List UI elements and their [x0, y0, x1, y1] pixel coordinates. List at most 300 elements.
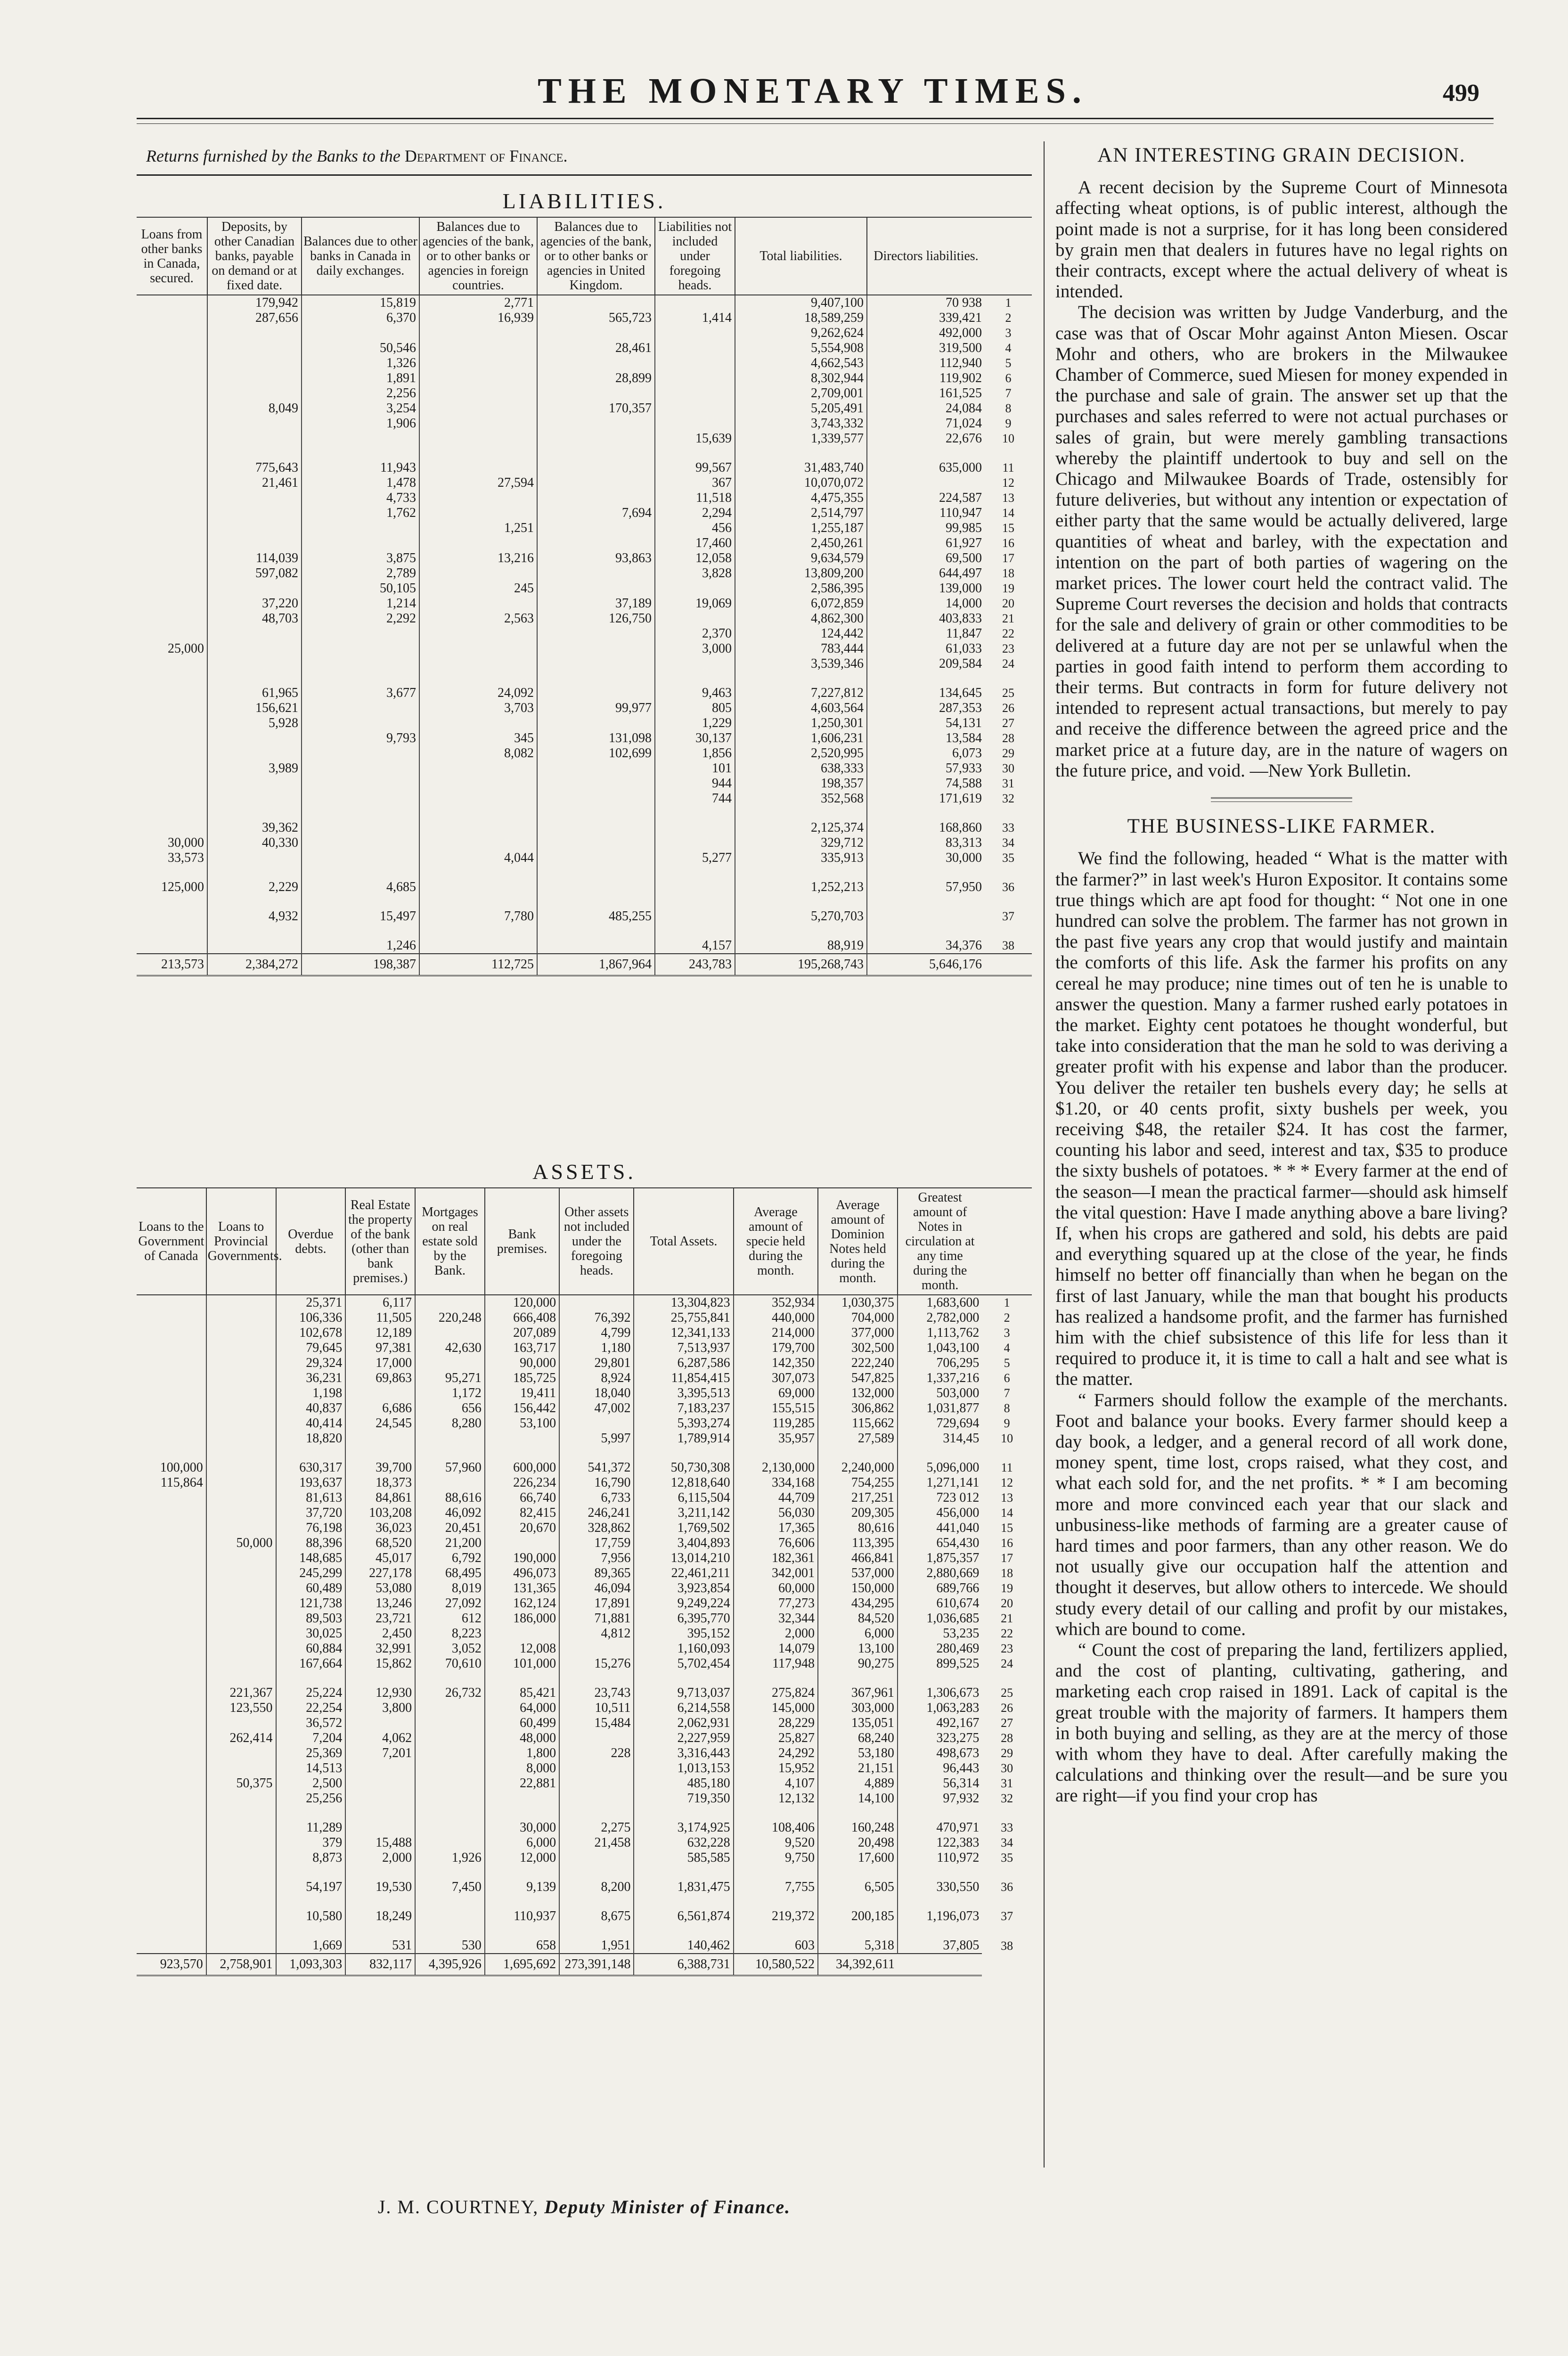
table-cell: 156,621 [207, 701, 302, 716]
table-cell: 1,036,685 [898, 1611, 982, 1626]
total-cell: 2,758,901 [206, 1954, 276, 1976]
table-cell: 329,712 [735, 835, 867, 851]
table-cell [537, 356, 655, 371]
table-cell [207, 536, 302, 551]
table-cell: 101 [655, 761, 735, 776]
row-number: 5 [1005, 356, 1012, 370]
table-cell: 9,634,579 [735, 551, 867, 566]
table-cell [137, 506, 207, 521]
table-cell [537, 671, 655, 701]
table-cell: 101,000 [485, 1656, 559, 1671]
table-cell: 706,295 [898, 1356, 982, 1371]
table-cell: 1,255,187 [735, 521, 867, 536]
table-cell: 36,572 [276, 1716, 346, 1731]
signature-name: J. M. COURTNEY, [377, 2196, 539, 2217]
liabilities-col-header: Balances due to agencies of the bank, or to other banks or agencies in United Kingdom. [537, 217, 655, 295]
table-row [137, 641, 1032, 656]
table-cell [415, 1475, 485, 1490]
table-cell: 1,762 [302, 506, 419, 521]
total-cell: 213,573 [137, 954, 207, 976]
table-cell: 68,520 [345, 1536, 415, 1551]
table-cell [415, 1325, 485, 1341]
table-cell: 28,899 [537, 371, 655, 386]
row-number: 21 [1002, 612, 1014, 625]
table-cell: 530 [415, 1924, 485, 1954]
table-cell [137, 1341, 206, 1356]
table-cell [485, 1626, 559, 1641]
table-row [137, 551, 1032, 566]
table-cell: 744 [655, 791, 735, 806]
table-cell [206, 1551, 276, 1566]
table-cell [137, 1671, 206, 1701]
table-row [137, 866, 1032, 895]
table-cell [302, 835, 419, 851]
table-row [137, 924, 1032, 954]
table-cell: 3,404,893 [634, 1536, 733, 1551]
table-cell [537, 656, 655, 671]
table-row [137, 1865, 1032, 1895]
table-cell: 61,927 [867, 536, 985, 551]
table-cell [206, 1431, 276, 1446]
table-cell [137, 626, 207, 641]
table-cell [345, 1716, 415, 1731]
table-cell: 13,246 [345, 1596, 415, 1611]
row-number: 27 [1001, 1716, 1013, 1730]
table-cell: 2,514,797 [735, 506, 867, 521]
table-cell [559, 1776, 634, 1791]
table-cell: 124,442 [735, 626, 867, 641]
row-number: 36 [1001, 1880, 1013, 1894]
table-cell [867, 475, 985, 491]
table-cell: 170,357 [537, 401, 655, 416]
table-cell: 302,500 [818, 1341, 898, 1356]
table-row [137, 1656, 1032, 1671]
signature-title: Deputy Minister of Finance. [544, 2196, 791, 2217]
table-cell [137, 1716, 206, 1731]
table-cell: 114,039 [207, 551, 302, 566]
table-cell: 14,079 [734, 1641, 818, 1656]
table-cell [206, 1475, 276, 1490]
table-cell: 220,248 [415, 1310, 485, 1325]
table-cell: 106,336 [276, 1310, 346, 1325]
table-cell [137, 1850, 206, 1865]
table-row [137, 1356, 1032, 1371]
table-cell: 1,951 [559, 1924, 634, 1954]
table-row [137, 895, 1032, 924]
table-cell: 76,198 [276, 1521, 346, 1536]
table-row [137, 596, 1032, 611]
table-cell: 1,606,231 [735, 731, 867, 746]
table-cell [302, 521, 419, 536]
table-cell: 6,686 [345, 1401, 415, 1416]
table-cell: 658 [485, 1924, 559, 1954]
table-cell [206, 1611, 276, 1626]
row-number: 18 [1002, 566, 1014, 580]
row-number [985, 954, 1032, 976]
assets-col-header: Greatest amount of Notes in circulation at any time during the month. [898, 1188, 982, 1295]
table-cell: 8,000 [485, 1761, 559, 1776]
table-cell [419, 596, 537, 611]
table-cell: 1,789,914 [634, 1431, 733, 1446]
table-cell: 198,357 [735, 776, 867, 791]
row-number: 21 [1001, 1612, 1013, 1625]
table-cell: 30,000 [867, 851, 985, 866]
table-cell: 23,721 [345, 1611, 415, 1626]
table-cell: 131,365 [485, 1581, 559, 1596]
table-row [137, 1401, 1032, 1416]
table-cell: 12,058 [655, 551, 735, 566]
table-cell: 84,520 [818, 1611, 898, 1626]
table-cell [655, 895, 735, 924]
table-cell: 547,825 [818, 1371, 898, 1386]
table-cell: 39,700 [345, 1446, 415, 1475]
table-cell: 190,000 [485, 1551, 559, 1566]
table-cell: 2,292 [302, 611, 419, 626]
assets-col-header: Loans to Provincial Governments. [206, 1188, 276, 1295]
table-cell [419, 446, 537, 475]
table-cell [206, 1865, 276, 1895]
table-cell: 156,442 [485, 1401, 559, 1416]
table-cell: 319,500 [867, 341, 985, 356]
table-cell [137, 1656, 206, 1671]
table-cell: 395,152 [634, 1626, 733, 1641]
table-row [137, 1581, 1032, 1596]
table-cell: 719,350 [634, 1791, 733, 1806]
row-number: 15 [1002, 521, 1014, 535]
table-cell [537, 924, 655, 954]
table-cell: 245,299 [276, 1566, 346, 1581]
table-cell: 537,000 [818, 1566, 898, 1581]
table-cell: 11,847 [867, 626, 985, 641]
table-cell [206, 1566, 276, 1581]
table-cell: 160,248 [818, 1806, 898, 1835]
table-cell: 287,353 [867, 701, 985, 716]
table-cell: 209,584 [867, 656, 985, 671]
table-cell [137, 431, 207, 446]
table-cell [137, 924, 207, 954]
table-cell: 135,051 [818, 1716, 898, 1731]
table-cell: 275,824 [734, 1671, 818, 1701]
table-cell [137, 716, 207, 731]
table-row [137, 791, 1032, 806]
table-cell: 729,694 [898, 1416, 982, 1431]
table-cell: 339,421 [867, 311, 985, 326]
table-row [137, 386, 1032, 401]
liabilities-title: LIABILITIES. [502, 189, 666, 213]
table-cell: 8,873 [276, 1850, 346, 1865]
row-number: 23 [1001, 1642, 1013, 1655]
articles-column [1055, 141, 1508, 2168]
table-cell: 54,197 [276, 1865, 346, 1895]
article1-title: AN INTERESTING GRAIN DECISION. [1097, 144, 1466, 166]
table-cell [206, 1626, 276, 1641]
page-number: 499 [1443, 80, 1479, 106]
table-cell: 1,198 [276, 1386, 346, 1401]
row-number: 12 [1002, 476, 1014, 490]
table-cell [419, 626, 537, 641]
table-cell [137, 386, 207, 401]
table-cell [206, 1895, 276, 1924]
table-cell: 4,862,300 [735, 611, 867, 626]
table-row [137, 1850, 1032, 1865]
table-row [137, 1791, 1032, 1806]
table-cell: 27,589 [818, 1431, 898, 1446]
table-cell: 4,662,543 [735, 356, 867, 371]
table-row [137, 1551, 1032, 1566]
table-cell: 8,280 [415, 1416, 485, 1431]
table-cell: 9,249,224 [634, 1596, 733, 1611]
table-cell: 167,664 [276, 1656, 346, 1671]
table-cell [206, 1716, 276, 1731]
column-divider [1044, 141, 1045, 2168]
table-cell [655, 326, 735, 341]
table-row [137, 1671, 1032, 1701]
table-cell [537, 581, 655, 596]
table-cell: 303,000 [818, 1701, 898, 1716]
table-cell: 3,254 [302, 401, 419, 416]
table-cell [137, 341, 207, 356]
table-cell: 9,713,037 [634, 1671, 733, 1701]
table-cell: 723 012 [898, 1490, 982, 1505]
table-cell [655, 371, 735, 386]
row-number: 7 [1005, 386, 1012, 400]
table-cell: 1,031,877 [898, 1401, 982, 1416]
table-cell: 2,000 [345, 1850, 415, 1865]
table-cell: 207,089 [485, 1325, 559, 1341]
row-number: 37 [1001, 1909, 1013, 1923]
article1-paragraph: The decision was written by Judge Vanderburg, and the case was that of Oscar Mohr against Anton Miesen. Oscar Mohr and others, who are brokers in the Milwaukee Chamber of Commerce, sued Miesen for money expended in the purchase and sale of grain. The answer set up that the purchases and sales referred to were not actual purchases or sales of grain, but were merely gambling transactions whereby the plaintiff undertook to buy and sell on the Chicago and Milwaukee Boards of Trade, ostensibly for future deliveries, but without any intention or expectation of either party that the same would be actually delivered, large quantities of wheat and barley, with the expectation and intention on the part of both parties of wagering on the market prices. The lower court held the contract valid. The Supreme Court reverses the decision and holds that contracts for the sale and delivery of grain or other commodities to be delivered at a future day are not per se unlawful when the parties in good faith intend to perform them according to their terms. But contracts in form for future delivery not intended to represent actual transactions, but merely to pay and receive the difference between the agreed price and the market price at a future day, are in the nature of wagers on the future price, and void. —New York Bulletin. [1055, 302, 1508, 781]
table-cell: 25,755,841 [634, 1310, 733, 1325]
table-cell: 635,000 [867, 446, 985, 475]
table-cell: 84,861 [345, 1490, 415, 1505]
table-cell: 503,000 [898, 1386, 982, 1401]
table-cell: 6,287,586 [634, 1356, 733, 1371]
table-row [137, 356, 1032, 371]
table-cell: 145,000 [734, 1701, 818, 1716]
table-cell [655, 581, 735, 596]
row-number: 36 [1002, 880, 1014, 894]
table-row [137, 1371, 1032, 1386]
table-cell: 17,365 [734, 1521, 818, 1536]
table-cell: 5,318 [818, 1924, 898, 1954]
table-cell [537, 835, 655, 851]
table-cell [137, 761, 207, 776]
table-cell: 30,000 [168, 835, 204, 850]
total-cell: 923,570 [137, 1954, 206, 1976]
table-cell [537, 386, 655, 401]
table-row [137, 566, 1032, 581]
row-number: 24 [1002, 657, 1014, 671]
table-cell: 47,002 [559, 1401, 634, 1416]
table-cell: 28,229 [734, 1716, 818, 1731]
table-cell: 1,306,673 [898, 1671, 982, 1701]
table-row [137, 611, 1032, 626]
table-cell [415, 1701, 485, 1716]
table-row [137, 416, 1032, 431]
table-cell [207, 924, 302, 954]
table-row [137, 1325, 1032, 1341]
table-cell: 22,254 [276, 1701, 346, 1716]
table-cell: 48,000 [485, 1731, 559, 1746]
row-number: 27 [1002, 716, 1014, 730]
table-cell [207, 356, 302, 371]
table-cell [302, 701, 419, 716]
table-cell: 805 [655, 701, 735, 716]
table-cell [137, 731, 207, 746]
table-cell [302, 716, 419, 731]
table-cell: 4,889 [818, 1776, 898, 1791]
table-cell: 5,702,454 [634, 1656, 733, 1671]
row-number: 22 [1001, 1627, 1013, 1640]
table-cell: 2,789 [302, 566, 419, 581]
table-cell [137, 1551, 206, 1566]
table-cell: 3,923,854 [634, 1581, 733, 1596]
row-number: 20 [1001, 1596, 1013, 1610]
liabilities-rownum-header [985, 217, 1032, 295]
table-cell: 25,256 [276, 1791, 346, 1806]
table-row [137, 491, 1032, 506]
table-cell: 142,350 [734, 1356, 818, 1371]
assets-rownum-header [982, 1188, 1032, 1295]
table-cell: 21,461 [207, 475, 302, 491]
table-cell: 434,295 [818, 1596, 898, 1611]
table-cell: 944 [655, 776, 735, 791]
row-number: 33 [1002, 821, 1014, 834]
table-row [137, 671, 1032, 701]
table-cell: 2,771 [419, 295, 537, 311]
table-cell: 3,703 [419, 701, 537, 716]
table-cell: 96,443 [898, 1761, 982, 1776]
table-cell [137, 1566, 206, 1581]
table-cell: 1,063,283 [898, 1701, 982, 1716]
table-cell: 18,373 [345, 1475, 415, 1490]
table-cell: 2,782,000 [898, 1310, 982, 1325]
table-row [137, 1731, 1032, 1746]
table-cell: 379 [276, 1835, 346, 1850]
table-cell: 46,092 [415, 1505, 485, 1521]
table-cell: 76,606 [734, 1536, 818, 1551]
table-cell [207, 746, 302, 761]
table-cell [137, 1295, 206, 1310]
table-cell: 1,252,213 [735, 866, 867, 895]
table-row [137, 1746, 1032, 1761]
table-cell [207, 431, 302, 446]
table-row [137, 1431, 1032, 1446]
table-cell: 100,000 [160, 1460, 203, 1475]
table-cell: 1,250,301 [735, 716, 867, 731]
table-row [137, 431, 1032, 446]
table-cell: 90,000 [485, 1356, 559, 1371]
table-cell: 440,000 [734, 1310, 818, 1325]
table-cell [537, 536, 655, 551]
table-cell: 89,503 [276, 1611, 346, 1626]
table-cell: 64,000 [485, 1701, 559, 1716]
table-row [137, 1386, 1032, 1401]
table-cell: 123,550 [206, 1701, 276, 1716]
table-cell [137, 1701, 206, 1716]
table-cell [206, 1310, 276, 1325]
liabilities-col-header: Loans from other banks in Canada, secured. [141, 227, 203, 286]
table-cell: 2,500 [276, 1776, 346, 1791]
row-number: 37 [1002, 909, 1014, 923]
table-cell [419, 491, 537, 506]
liabilities-col-header: Deposits, by other Canadian banks, payable on demand or at fixed date. [207, 217, 302, 295]
table-cell: 11,505 [345, 1310, 415, 1325]
table-cell: 306,862 [818, 1401, 898, 1416]
table-cell: 1,030,375 [818, 1295, 898, 1310]
table-cell [206, 1446, 276, 1475]
row-number: 14 [1002, 506, 1014, 520]
table-cell: 35,957 [734, 1431, 818, 1446]
table-cell: 25,224 [276, 1671, 346, 1701]
table-cell [137, 581, 207, 596]
table-cell: 11,943 [302, 446, 419, 475]
table-cell: 654,430 [898, 1536, 982, 1551]
table-row [137, 1341, 1032, 1356]
table-cell [415, 1295, 485, 1310]
liabilities-table [137, 217, 1032, 976]
table-cell: 6,000 [485, 1835, 559, 1850]
table-cell [137, 1835, 206, 1850]
row-number: 32 [1002, 792, 1014, 805]
table-cell: 182,361 [734, 1551, 818, 1566]
table-cell: 18,249 [345, 1895, 415, 1924]
row-number: 13 [1001, 1491, 1013, 1505]
row-number: 25 [1001, 1686, 1013, 1700]
table-row [137, 806, 1032, 835]
table-row [137, 1490, 1032, 1505]
table-cell [537, 776, 655, 791]
table-cell [137, 566, 207, 581]
table-cell [206, 1386, 276, 1401]
row-number: 16 [1001, 1536, 1013, 1550]
table-cell: 441,040 [898, 1521, 982, 1536]
table-cell: 632,228 [634, 1835, 733, 1850]
table-cell: 18,040 [559, 1386, 634, 1401]
table-cell [206, 1835, 276, 1850]
table-cell [485, 1791, 559, 1806]
table-cell: 335,913 [735, 851, 867, 866]
table-cell: 70 938 [867, 295, 985, 311]
table-cell [345, 1791, 415, 1806]
table-cell [415, 1746, 485, 1761]
table-cell: 17,600 [818, 1850, 898, 1865]
table-cell [207, 851, 302, 866]
table-cell: 5,270,703 [735, 895, 867, 924]
table-cell [137, 806, 207, 835]
row-number [898, 1954, 982, 1976]
table-row [137, 475, 1032, 491]
table-cell [485, 1536, 559, 1551]
table-cell [415, 1716, 485, 1731]
table-cell [419, 791, 537, 806]
table-cell: 2,256 [302, 386, 419, 401]
table-cell: 50,730,308 [634, 1446, 733, 1475]
table-cell [415, 1791, 485, 1806]
table-row [137, 446, 1032, 475]
table-cell [559, 1731, 634, 1746]
table-cell: 131,098 [537, 731, 655, 746]
totals-row [137, 1954, 1032, 1976]
table-cell [485, 1431, 559, 1446]
table-cell: 6,370 [302, 311, 419, 326]
table-cell: 50,000 [206, 1536, 276, 1551]
masthead-rule [137, 118, 1494, 119]
table-cell: 2,294 [655, 506, 735, 521]
table-cell: 200,185 [818, 1895, 898, 1924]
table-cell [206, 1581, 276, 1596]
table-cell: 186,000 [485, 1611, 559, 1626]
